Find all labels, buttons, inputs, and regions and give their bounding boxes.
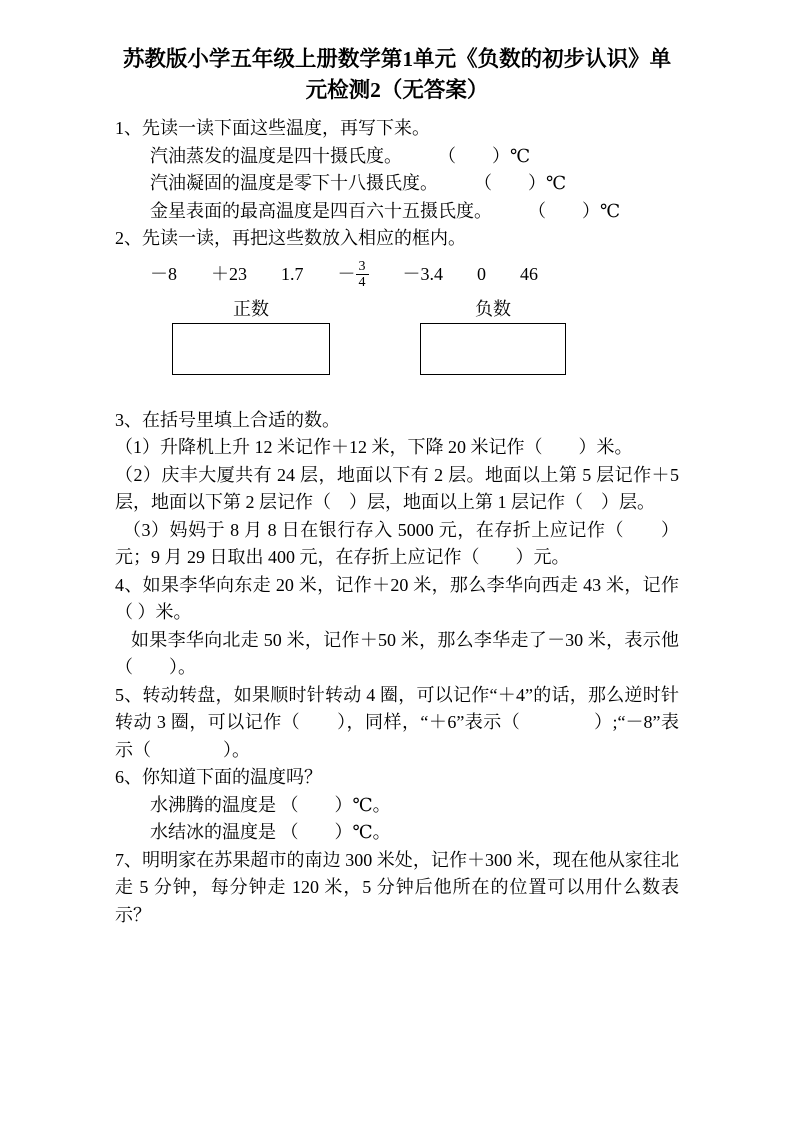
q4-para-2: 如果李华向北走 50 米，记作＋50 米，那么李华走了－30 米，表示他（ ）。 (115, 629, 679, 677)
q3-stem: 3、在括号里填上合适的数。 (115, 409, 340, 430)
q2-sorting-area (115, 297, 679, 403)
number-item: ＋23 (211, 263, 247, 284)
q6-stem: 6、你知道下面的温度吗？ (115, 767, 322, 787)
negative-numbers-group (420, 297, 566, 375)
q2-numbers-row (115, 253, 679, 297)
number-item: 0 (477, 263, 486, 284)
q1-line-1: 汽油蒸发的温度是四十摄氏度。 （ ）℃ (150, 145, 531, 166)
q1-line-2: 汽油凝固的温度是零下十八摄氏度。 （ ）℃ (150, 173, 567, 193)
number-item: －8 (150, 263, 177, 284)
number-item-fraction (338, 259, 369, 290)
q7-stem: 7、明明家在苏果超市的南边 300 米处，记作＋300 米，现在他从家往北走 5 分钟，每分钟走 120 米，5 分钟后他所在的位置可以用什么数表示？ (115, 849, 679, 925)
positive-numbers-box[interactable] (172, 323, 330, 375)
fraction-numerator: 3 (356, 259, 369, 275)
fraction-sign: － (337, 263, 356, 284)
negative-numbers-label: 负数 (475, 298, 511, 319)
q1-stem: 1、先读一读下面这些温度，再写下来。 (115, 118, 430, 138)
q6-line-1: 水沸腾的温度是 （ ）℃。 (150, 794, 391, 815)
number-item: －3.4 (402, 263, 443, 284)
q3-item-2: （2）庆丰大厦共有 24 层，地面以下有 2 层。地面以上第 5 层记作＋5 层，地面以下第 2 层记作（ ）层，地面以上第 1 层记作（ ）层。 (115, 464, 679, 512)
q5-stem: 5、转动转盘，如果顺时针转动 4 圈，可以记作“＋4”的话，那么逆时针转动 3 圈，可以记作（ ），同样，“＋6”表示（ ）;“－8”表示（ ）。 (115, 684, 679, 760)
number-item: 46 (520, 263, 538, 284)
negative-numbers-box[interactable] (420, 323, 566, 375)
worksheet-title: 苏教版小学五年级上册数学第1单元《负数的初步认识》单元检测2（无答案） (122, 47, 672, 102)
positive-numbers-group (172, 297, 330, 375)
q3-item-3: （3）妈妈于 8 月 8 日在银行存入 5000 元，在存折上应记作（ ）元；9 月 29 日取出 400 元，在存折上应记作（ ）元。 (115, 519, 679, 567)
number-item: 1.7 (281, 263, 304, 284)
q1-line-3: 金星表面的最高温度是四百六十五摄氏度。 （ ）℃ (150, 200, 621, 221)
positive-numbers-label: 正数 (233, 298, 269, 319)
fraction-denominator: 4 (358, 275, 366, 290)
q6-line-2: 水结冰的温度是 （ ）℃。 (150, 822, 391, 842)
q4-para-1: 4、如果李华向东走 20 米，记作＋20 米，那么李华向西走 43 米，记作（ ）米。 (115, 574, 679, 622)
fraction (356, 259, 369, 290)
q3-item-1: （1）升降机上升 12 米记作＋12 米，下降 20 米记作（ ）米。 (115, 437, 633, 457)
q2-stem: 2、先读一读，再把这些数放入相应的框内。 (115, 228, 466, 248)
